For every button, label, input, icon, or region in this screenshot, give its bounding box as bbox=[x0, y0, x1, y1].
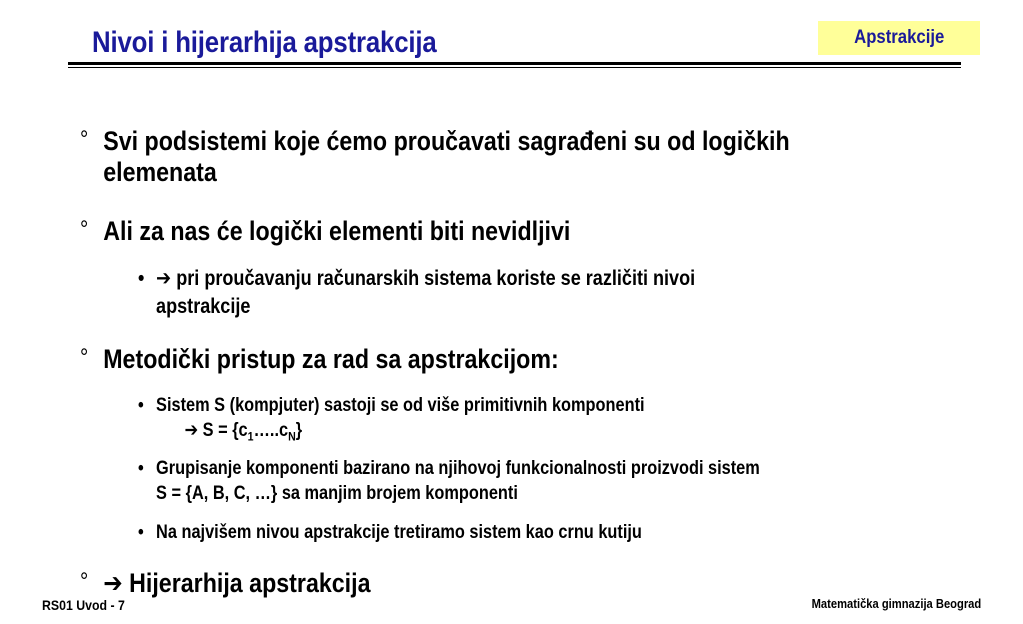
bullet-mark: ° bbox=[80, 344, 89, 371]
sub-bullet-1-line-2: apstrakcije bbox=[156, 295, 251, 318]
bullet-mark: ° bbox=[80, 126, 89, 153]
sub-bullet-mark: • bbox=[138, 267, 145, 290]
footer-institution-text: Matematička gimnazija Beograd bbox=[811, 596, 981, 611]
bullet-mark: ° bbox=[80, 216, 89, 243]
section-tag bbox=[818, 21, 980, 55]
sub-bullet-4-text: Na najvišem nivou apstrakcije tretiramo sistem kao crnu kutiju bbox=[156, 522, 642, 543]
bullet-2-text: Ali za nas će logički elementi biti nevidljivi bbox=[103, 216, 571, 246]
arrow-right-icon: ➔ bbox=[184, 420, 199, 441]
bullet-mark: ° bbox=[80, 568, 89, 595]
arrow-right-icon: ➔ bbox=[103, 568, 123, 598]
bullet-1-line-2: elemenata bbox=[103, 157, 217, 187]
sub-bullet-2-line-2: ➔ $S = \{c_1\dots..c_N\}$ bbox=[184, 420, 303, 444]
bullet-1-line-1: Svi podsistemi koje ćemo proučavati sagrađeni su od logičkih bbox=[103, 126, 790, 156]
arrow-right-icon: ➔ bbox=[156, 267, 172, 290]
sub-bullet-1-text: pri proučavanju računarskih sistema koriste se različiti nivoi bbox=[176, 267, 696, 290]
sub-bullet-mark: • bbox=[138, 395, 144, 416]
sub-bullet-3-line-1: Grupisanje komponenti bazirano na njihovoj funkcionalnosti proizvodi sistem bbox=[156, 458, 760, 479]
sub-bullet-3-line-2: S = {A, B, C, …} sa manjim brojem komponenti bbox=[156, 483, 518, 504]
title-rule-thin bbox=[68, 67, 961, 68]
slide-title: Nivoi i hijerarhija apstrakcija bbox=[92, 26, 437, 59]
bullet-3-text: Metodički pristup za rad sa apstrakcijom: bbox=[103, 344, 559, 374]
footer-institution bbox=[784, 596, 981, 611]
section-tag-label: Apstrakcije bbox=[853, 27, 945, 48]
sub-bullet-1-line-1 bbox=[156, 266, 695, 292]
footer-slide-number: RS01 Uvod - 7 bbox=[42, 597, 125, 613]
bullet-4-text: ➔ Hijerarhija apstrakcija bbox=[103, 568, 371, 598]
sub-bullet-2-line-1: Sistem S (kompjuter) sastoji se od više primitivnih komponenti bbox=[156, 395, 645, 416]
title-rule-thick bbox=[68, 62, 961, 65]
sub-bullet-mark: • bbox=[138, 458, 144, 479]
sub-bullet-mark: • bbox=[138, 522, 144, 543]
